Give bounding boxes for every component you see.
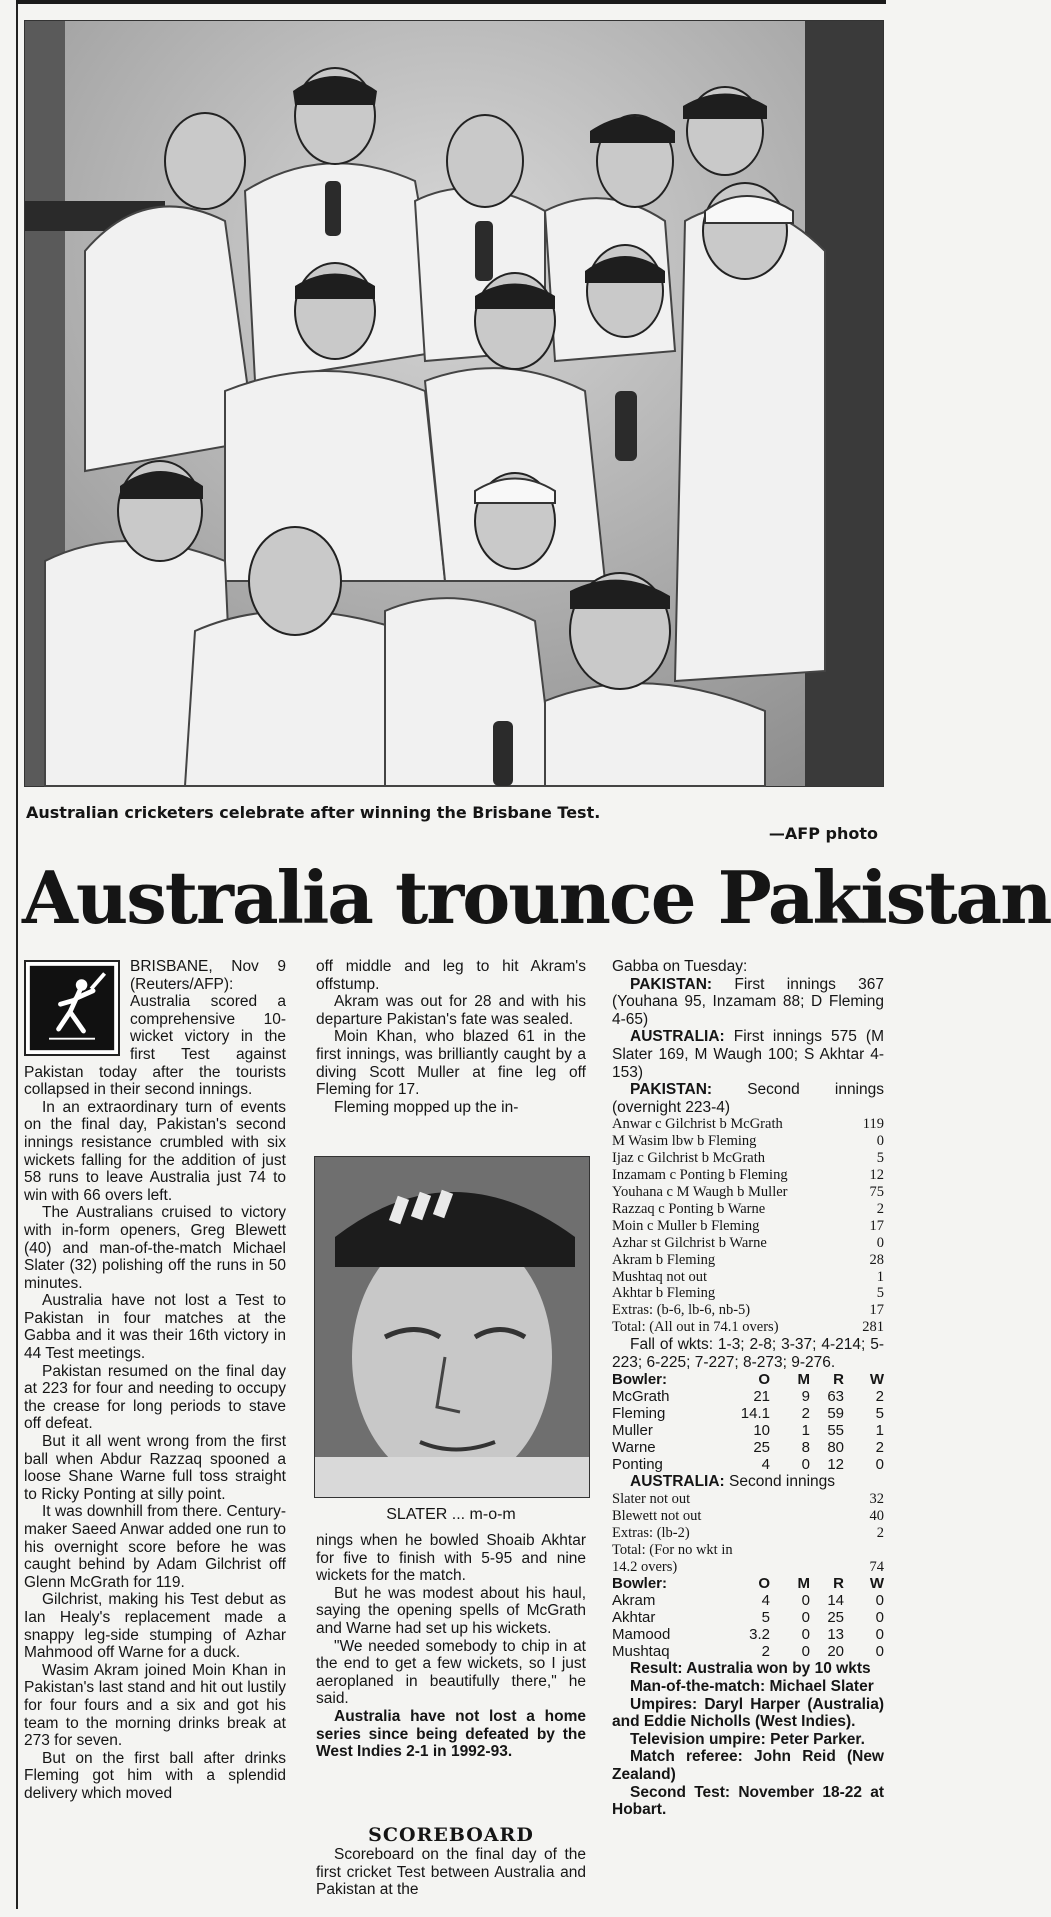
pak-bowling-card [612, 1371, 884, 1473]
pak-second-innings: PAKISTAN: Second innings (overnight 223-4) [612, 1081, 884, 1116]
article-paragraph: But on the first ball after drinks Fleming got him with a splendid delivery which moved [24, 1749, 286, 1802]
slater-portrait-photo [314, 1156, 590, 1498]
team-celebration-photo [24, 20, 884, 787]
article-paragraph: Akram was out for 28 and with his departure Pakistan's fate was sealed. [316, 993, 586, 1028]
top-rule [16, 0, 886, 4]
batting-row: Slater not out 32 [612, 1490, 884, 1507]
scoreboard-heading: SCOREBOARD [368, 1824, 534, 1846]
article-paragraph: Scoreboard on the final day of the first cricket Test between Australia and Pakistan at the [316, 1846, 586, 1899]
article-paragraph: nings when he bowled Shoaib Akhtar for five to finish with 5-95 and nine wickets for the match. [316, 1532, 586, 1585]
bowling-header: Bowler: O M R W [612, 1575, 884, 1593]
batting-row: 14.2 overs) 74 [612, 1558, 884, 1575]
match-referee: Match referee: John Reid (New Zealand) [612, 1748, 884, 1783]
batting-row: Extras: (lb-2) 2 [612, 1524, 884, 1541]
article-column-2-bottom [316, 1532, 586, 1761]
aus-bowling-card [612, 1575, 884, 1660]
cricket-logo-icon [24, 960, 120, 1056]
bowling-header: Bowler: O M R W [612, 1371, 884, 1389]
article-paragraph: "We needed somebody to chip in at the end to get a few wickets, so I just aeroplaned in beautifully there," he said. [316, 1637, 586, 1708]
bowling-row: Akhtar 5 0 25 0 [612, 1609, 884, 1627]
article-paragraph: The Australians cruised to victory with in-form openers, Greg Blewett (40) and man-of-the-match Michael Slater (32) polishing off the runs in 50 minutes. [24, 1204, 286, 1292]
bowling-row: Mushtaq 2 0 20 0 [612, 1643, 884, 1661]
article-paragraph: Fleming mopped up the in- [334, 1098, 519, 1116]
photo-caption: Australian cricketers celebrate after winning the Brisbane Test. [26, 803, 601, 822]
bowling-row: Warne 25 8 80 2 [612, 1439, 884, 1457]
pak-first-innings: PAKISTAN: First innings 367 (Youhana 95, Inzamam 88; D Fleming 4-65) [612, 975, 884, 1028]
bowling-row: Mamood 3.2 0 13 0 [612, 1626, 884, 1644]
article-paragraph: It was downhill from there. Century-maker Saeed Anwar added one run to his overnight score before he was caught behind by Adam Gilchrist off Glenn McGrath for 119. [24, 1503, 286, 1591]
batting-row: Extras: (b-6, lb-6, nb-5) 17 [612, 1302, 884, 1319]
scoreboard-column [612, 958, 884, 1819]
umpires: Umpires: Daryl Harper (Australia) and Eddie Nicholls (West Indies). [612, 1695, 884, 1731]
batting-row: Blewett not out 40 [612, 1507, 884, 1524]
bowling-row: Fleming 14.1 2 59 5 [612, 1405, 884, 1423]
man-of-the-match: Man-of-the-match: Michael Slater [630, 1678, 874, 1696]
article-bold-note: Australia have not lost a home series since being defeated by the West Indies 2-1 in 1992-93. [316, 1707, 586, 1761]
article-paragraph: Australia have not lost a Test to Pakistan in four matches at the Gabba and it was their 16th victory in 44 Test meetings. [24, 1292, 286, 1363]
batting-row: M Wasim lbw b Fleming 0 [612, 1133, 884, 1150]
batting-row: Azhar st Gilchrist b Warne 0 [612, 1234, 884, 1251]
article-paragraph: Pakistan resumed on the final day at 223 for four and needing to occupy the crease for long periods to stave off defeat. [24, 1362, 286, 1433]
portrait-caption: SLATER ... m-o-m [386, 1506, 516, 1523]
batting-row: Youhana c M Waugh b Muller 75 [612, 1183, 884, 1200]
batting-row: Total: (All out in 74.1 overs) 281 [612, 1319, 884, 1336]
article-column-1 [24, 958, 286, 1803]
article-paragraph: Wasim Akram joined Moin Khan in Pakistan's last stand and hit out lustily for four fours and a six and got his team to the morning drinks break at 273 for seven. [24, 1661, 286, 1750]
second-test: Second Test: November 18-22 at Hobart. [612, 1783, 884, 1819]
left-rule [16, 4, 18, 1909]
aus-batting-card [612, 1491, 884, 1576]
article-column-2-top [316, 958, 586, 1116]
batting-row: Anwar c Gilchrist b McGrath 119 [612, 1116, 884, 1133]
scoreboard-venue: Gabba on Tuesday: [612, 958, 748, 975]
photo-credit: —AFP photo [768, 824, 878, 843]
batting-row: Razzaq c Ponting b Warne 2 [612, 1200, 884, 1217]
batting-row: Total: (For no wkt in [612, 1541, 733, 1558]
article-paragraph: But it all went wrong from the first ball when Abdur Razzaq spooned a loose Shane Warne full toss straight to Ricky Ponting at silly point. [24, 1433, 286, 1503]
article-paragraph: off middle and leg to hit Akram's offstump. [316, 958, 586, 993]
batting-row: Ijaz c Gilchrist b McGrath 5 [612, 1150, 884, 1167]
batting-row: Inzamam c Ponting b Fleming 12 [612, 1167, 884, 1184]
bowling-row: McGrath 21 9 63 2 [612, 1388, 884, 1406]
tv-umpire: Television umpire: Peter Parker. [630, 1730, 865, 1748]
bowling-row: Akram 4 0 14 0 [612, 1592, 884, 1610]
batting-row: Akhtar b Fleming 5 [612, 1285, 884, 1302]
aus-second-innings: AUSTRALIA: Second innings [630, 1473, 836, 1491]
scoreboard-intro [316, 1846, 586, 1899]
bowling-row: Ponting 4 0 12 0 [612, 1456, 884, 1474]
pak-batting-card [612, 1116, 884, 1336]
article-paragraph: Gilchrist, making his Test debut as Ian Healy's replacement made a snappy leg-side stumping of Azhar Mahmood off Warne for a duck. [24, 1591, 286, 1662]
aus-first-innings: AUSTRALIA: First innings 575 (M Slater 169, M Waugh 100; S Akhtar 4-153) [612, 1028, 884, 1081]
batting-row: Akram b Fleming 28 [612, 1251, 884, 1268]
bowling-row: Muller 10 1 55 1 [612, 1422, 884, 1440]
headline: Australia trounce Pakistan [22, 855, 1051, 940]
article-dateline: BRISBANE, Nov 9 (Reuters/AFP): Australia scored a comprehensive 10-wicket victory in the first Test against Pakistan today after the tourists collapsed in their second innings. [24, 958, 286, 1099]
match-result: Result: Australia won by 10 wkts [630, 1660, 871, 1678]
batting-row: Mushtaq not out 1 [612, 1268, 884, 1285]
batting-row: Moin c Muller b Fleming 17 [612, 1217, 884, 1234]
article-paragraph: Moin Khan, who blazed 61 in the first innings, was brilliantly caught by a diving Scott Muller at fine leg off Fleming for 17. [316, 1028, 586, 1099]
article-paragraph: In an extraordinary turn of events on the final day, Pakistan's second innings resistance crumbled with six wickets falling for the addition of just 58 runs to leave Australia just 74 to win with 66 overs left. [24, 1098, 286, 1204]
fall-of-wickets: Fall of wkts: 1-3; 2-8; 3-37; 4-214; 5-223; 6-225; 7-227; 8-273; 9-276. [612, 1336, 884, 1371]
article-paragraph: But he was modest about his haul, saying the opening spells of McGrath and Warne had set up his wickets. [316, 1584, 586, 1637]
